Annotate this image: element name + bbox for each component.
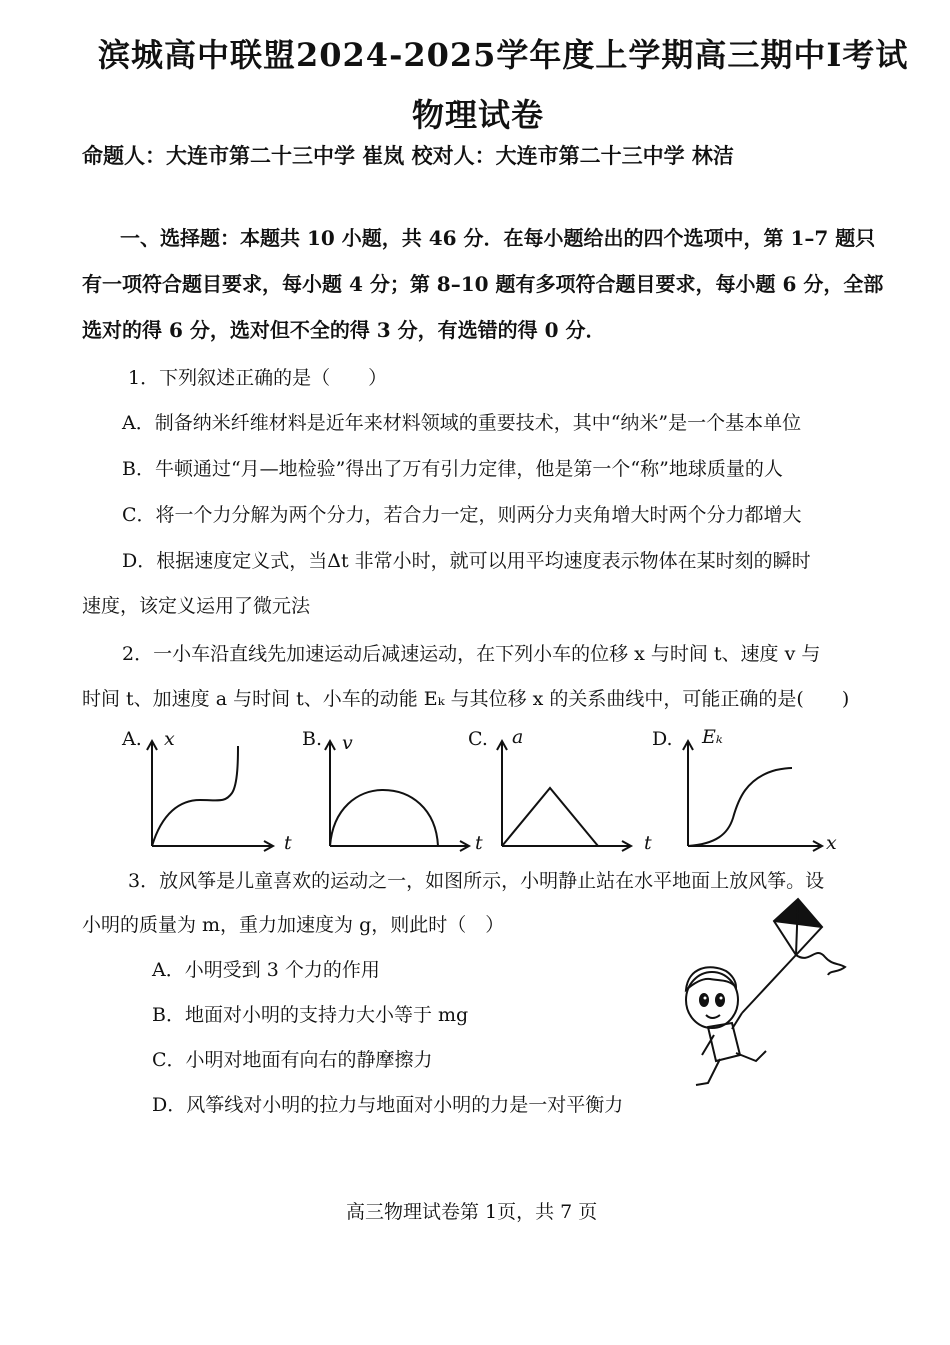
exam-title: 滨城高中联盟2024-2025学年度上学期高三期中Ⅰ考试 — [98, 36, 909, 74]
section-intro-line1: 一、选择题：本题共 10 小题，共 46 分．在每小题给出的四个选项中，第 1–7 题只 — [120, 226, 876, 250]
graph-a-y-var: x — [164, 728, 175, 750]
q1-stem: 1．下列叙述正确的是（ ） — [128, 367, 388, 389]
graph-b-vt-plot — [318, 738, 478, 850]
graph-c-y-var: a — [512, 726, 524, 748]
graph-a-x-var: t — [284, 832, 292, 854]
q1-option-d-line1: D．根据速度定义式，当Δt 非常小时，就可以用平均速度表示物体在某时刻的瞬时 — [122, 550, 811, 572]
q1-option-d-line2: 速度，该定义运用了微元法 — [82, 595, 311, 617]
q1-option-b: B．牛顿通过“月—地检验”得出了万有引力定律，他是第一个“称”地球质量的人 — [122, 458, 783, 480]
q3-stem-line1: 3．放风筝是儿童喜欢的运动之一，如图所示，小明静止站在水平地面上放风筝。设 — [128, 870, 825, 892]
graph-c-x-var: t — [644, 832, 652, 854]
kite-boy-illustration — [680, 895, 860, 1095]
q2-stem-line1: 2．一小车沿直线先加速运动后减速运动，在下列小车的位移 x 与时间 t、速度 v 与 — [122, 643, 821, 665]
q3-option-b: B．地面对小明的支持力大小等于 mg — [152, 1004, 469, 1026]
graph-d-ekx-plot — [676, 738, 826, 850]
exam-credits: 命题人：大连市第二十三中学 崔岚 校对人：大连市第二十三中学 林洁 — [82, 143, 734, 168]
q3-option-d: D．风筝线对小明的拉力与地面对小明的力是一对平衡力 — [152, 1094, 624, 1116]
graph-a-label: A. — [122, 728, 142, 750]
q1-option-c: C．将一个力分解为两个分力，若合力一定，则两分力夹角增大时两个分力都增大 — [122, 504, 802, 526]
q3-stem-line2: 小明的质量为 m，重力加速度为 g，则此时（ ） — [82, 914, 505, 936]
graph-b-x-var: t — [475, 832, 483, 854]
graph-c-label: C. — [468, 728, 488, 750]
graph-d-x-var: x — [826, 832, 837, 854]
graph-d-label: D. — [652, 728, 673, 750]
subject-title: 物理试卷 — [412, 96, 545, 134]
graph-b-label: B. — [302, 728, 323, 750]
q3-option-a: A．小明受到 3 个力的作用 — [152, 959, 380, 981]
graph-a-xt-plot — [140, 738, 280, 850]
q3-option-c: C．小明对地面有向右的静摩擦力 — [152, 1049, 433, 1071]
graph-d-y-var: Eₖ — [702, 726, 723, 748]
q1-option-a: A．制备纳米纤维材料是近年来材料领域的重要技术，其中“纳米”是一个基本单位 — [122, 412, 802, 434]
graph-c-at-plot — [490, 738, 640, 850]
section-intro-line2: 有一项符合题目要求，每小题 4 分；第 8–10 题有多项符合题目要求，每小题 6 分，全部 — [82, 272, 884, 296]
page-footer: 高三物理试卷第 1页，共 7 页 — [346, 1201, 598, 1223]
q2-stem-line2: 时间 t、加速度 a 与时间 t、小车的动能 Eₖ 与其位移 x 的关系曲线中，可能正确的是( ) — [82, 688, 850, 710]
graph-b-y-var: v — [342, 732, 353, 754]
section-intro-line3: 选对的得 6 分，选对但不全的得 3 分，有选错的得 0 分． — [82, 318, 606, 342]
